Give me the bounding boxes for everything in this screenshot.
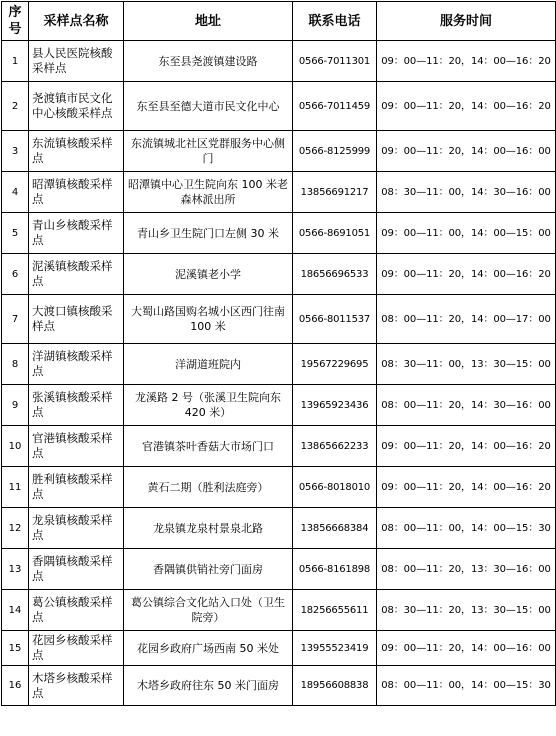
row-no: 6 <box>2 254 29 295</box>
row-name: 张溪镇核酸采样点 <box>29 385 124 426</box>
row-no: 5 <box>2 213 29 254</box>
table-row <box>2 213 556 254</box>
row-name: 大渡口镇核酸采样点 <box>29 295 124 344</box>
header-name: 采样点名称 <box>29 2 124 41</box>
row-hours: 08：00—11：20，13：30—16：00 <box>377 549 556 590</box>
row-no: 7 <box>2 295 29 344</box>
row-phone: 0566-8011537 <box>293 295 377 344</box>
table-row <box>2 344 556 385</box>
row-phone: 13856691217 <box>293 172 377 213</box>
table-row <box>2 508 556 549</box>
row-address: 洋湖道班院内 <box>124 344 293 385</box>
row-no: 10 <box>2 426 29 467</box>
row-phone: 13965923436 <box>293 385 377 426</box>
row-phone: 0566-8691051 <box>293 213 377 254</box>
row-no: 4 <box>2 172 29 213</box>
row-phone: 0566-8125999 <box>293 131 377 172</box>
row-no: 1 <box>2 41 29 82</box>
row-phone: 18656696533 <box>293 254 377 295</box>
row-address: 木塔乡政府往东 50 米门面房 <box>124 666 293 706</box>
row-address: 花园乡政府广场西南 50 米处 <box>124 631 293 666</box>
row-address: 黄石二期（胜利法庭旁） <box>124 467 293 508</box>
row-hours: 08：30—11：20，13：30—15：00 <box>377 590 556 631</box>
row-name: 花园乡核酸采样点 <box>29 631 124 666</box>
row-phone: 18256655611 <box>293 590 377 631</box>
row-address: 龙泉镇龙泉村景泉北路 <box>124 508 293 549</box>
row-name: 青山乡核酸采样点 <box>29 213 124 254</box>
header-address: 地址 <box>124 2 293 41</box>
table-row <box>2 295 556 344</box>
row-address: 东流镇城北社区党群服务中心侧门 <box>124 131 293 172</box>
table-row <box>2 631 556 666</box>
row-no: 14 <box>2 590 29 631</box>
row-no: 11 <box>2 467 29 508</box>
row-name: 洋湖镇核酸采样点 <box>29 344 124 385</box>
header-hours: 服务时间 <box>377 2 556 41</box>
row-name: 尧渡镇市民文化中心核酸采样点 <box>29 82 124 131</box>
row-hours: 09：00—11：20，14：00—16：00 <box>377 631 556 666</box>
table-row <box>2 666 556 706</box>
table-row <box>2 254 556 295</box>
table-row <box>2 385 556 426</box>
row-hours: 09：00—11：00，14：00—15：00 <box>377 213 556 254</box>
row-no: 9 <box>2 385 29 426</box>
row-hours: 08：00—11：20，14：30—16：00 <box>377 385 556 426</box>
row-name: 县人民医院核酸采样点 <box>29 41 124 82</box>
row-address: 龙溪路 2 号（张溪卫生院向东 420 米） <box>124 385 293 426</box>
row-hours: 09：00—11：20，14：00—16：20 <box>377 82 556 131</box>
table-row <box>2 172 556 213</box>
header-phone: 联系电话 <box>293 2 377 41</box>
row-address: 葛公镇综合文化站入口处（卫生院旁） <box>124 590 293 631</box>
table-row <box>2 549 556 590</box>
row-address: 泥溪镇老小学 <box>124 254 293 295</box>
row-name: 龙泉镇核酸采样点 <box>29 508 124 549</box>
row-name: 东流镇核酸采样点 <box>29 131 124 172</box>
row-no: 8 <box>2 344 29 385</box>
row-no: 13 <box>2 549 29 590</box>
sampling-sites-table <box>1 1 556 706</box>
row-hours: 08：00—11：00，14：00—15：30 <box>377 666 556 706</box>
row-phone: 13865662233 <box>293 426 377 467</box>
row-name: 香隅镇核酸采样点 <box>29 549 124 590</box>
row-hours: 09：00—11：20，14：00—16：00 <box>377 131 556 172</box>
row-phone: 19567229695 <box>293 344 377 385</box>
row-phone: 13955523419 <box>293 631 377 666</box>
table-row <box>2 467 556 508</box>
row-phone: 0566-7011459 <box>293 82 377 131</box>
row-address: 香隅镇供销社旁门面房 <box>124 549 293 590</box>
row-phone: 0566-8161898 <box>293 549 377 590</box>
row-hours: 08：00—11：00，14：00—15：30 <box>377 508 556 549</box>
row-hours: 08：30—11：00，13：30—15：00 <box>377 344 556 385</box>
row-hours: 09：00—11：20，14：00—16：20 <box>377 41 556 82</box>
row-no: 12 <box>2 508 29 549</box>
row-name: 昭潭镇核酸采样点 <box>29 172 124 213</box>
row-name: 泥溪镇核酸采样点 <box>29 254 124 295</box>
table-row <box>2 41 556 82</box>
row-no: 16 <box>2 666 29 706</box>
table-row <box>2 426 556 467</box>
row-phone: 0566-8018010 <box>293 467 377 508</box>
row-hours: 09：00—11：20，14：00—16：20 <box>377 467 556 508</box>
row-address: 东至县尧渡镇建设路 <box>124 41 293 82</box>
row-hours: 09：00—11：20，14：00—16：20 <box>377 426 556 467</box>
row-address: 大蜀山路国购名城小区西门往南 100 米 <box>124 295 293 344</box>
row-phone: 13856668384 <box>293 508 377 549</box>
row-no: 15 <box>2 631 29 666</box>
header-no: 序号 <box>2 2 29 41</box>
row-address: 东至县至德大道市民文化中心 <box>124 82 293 131</box>
row-no: 3 <box>2 131 29 172</box>
row-address: 昭潭镇中心卫生院向东 100 米老森林派出所 <box>124 172 293 213</box>
row-address: 官港镇茶叶香菇大市场门口 <box>124 426 293 467</box>
row-name: 葛公镇核酸采样点 <box>29 590 124 631</box>
table-header-row <box>2 2 556 41</box>
row-name: 胜利镇核酸采样点 <box>29 467 124 508</box>
row-name: 木塔乡核酸采样点 <box>29 666 124 706</box>
row-hours: 08：30—11：00，14：30—16：00 <box>377 172 556 213</box>
row-name: 官港镇核酸采样点 <box>29 426 124 467</box>
table-row <box>2 131 556 172</box>
row-phone: 18956608838 <box>293 666 377 706</box>
table-row <box>2 82 556 131</box>
table-row <box>2 590 556 631</box>
row-hours: 08：00—11：20，14：00—17：00 <box>377 295 556 344</box>
row-phone: 0566-7011301 <box>293 41 377 82</box>
row-hours: 09：00—11：20，14：00—16：20 <box>377 254 556 295</box>
row-address: 青山乡卫生院门口左侧 30 米 <box>124 213 293 254</box>
row-no: 2 <box>2 82 29 131</box>
